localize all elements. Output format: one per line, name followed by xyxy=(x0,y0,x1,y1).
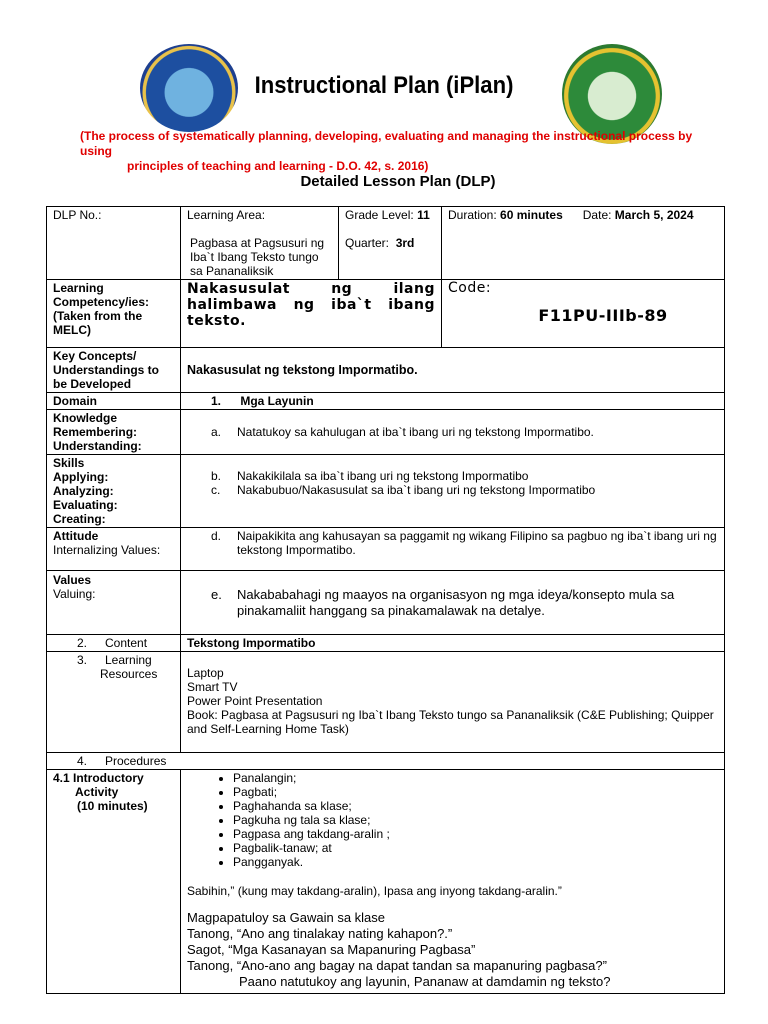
duration-date-cell xyxy=(442,207,725,280)
header-row xyxy=(47,207,725,280)
intro-instruction: Sabihin,” (kung may takdang-aralin), Ipasa ang inyong takdang-aralin.” xyxy=(187,884,562,898)
grade-quarter-cell xyxy=(339,207,442,280)
dialogue-line: Sagot, “Mga Kasanayan sa Mapanuring Pagbasa” xyxy=(187,942,476,957)
skill-item: c. Nakabubuo/Nakasusulat sa iba`t ibang uri ng tekstong Impormatibo xyxy=(211,483,596,497)
list-item: • Pagbalik-tanaw; at xyxy=(233,841,718,855)
intro-cell xyxy=(181,770,725,994)
date-value: March 5, 2024 xyxy=(614,208,694,222)
list-item: • Pagpasa ang takdang-aralin ; xyxy=(233,827,718,841)
subtitle xyxy=(80,129,720,174)
dialogue-line: Tanong, “Ano ang tinalakay nating kahapon?.” xyxy=(187,926,453,941)
list-item: • Pangganyak. xyxy=(233,855,718,869)
resources-row xyxy=(47,652,725,753)
domain-number: 1. xyxy=(211,394,222,408)
domain-cell xyxy=(181,393,725,410)
skills-cell xyxy=(181,455,725,528)
competency-cell xyxy=(181,280,442,348)
dialogue-line: Tanong, “Ano-ano ang bagay na dapat tandan sa mapanuring pagbasa?” xyxy=(187,958,607,973)
values-text: Nakababahagi ng maayos na organisasyon ng mga ideya/konsepto mula sa pinakamaliit hanggang sa pinakamalawak na detalye. xyxy=(237,586,675,618)
values-cell xyxy=(181,571,725,635)
content-text: Tekstong Impormatibo xyxy=(181,635,725,652)
quarter-label: Quarter: xyxy=(345,236,390,250)
list-item: • Pagbati; xyxy=(233,785,718,799)
learning-area-value: Pagbasa at Pagsusuri ng Iba`t Ibang Teksto tungo sa Pananaliksik xyxy=(190,236,325,278)
learning-area-cell xyxy=(181,207,339,280)
code-value: F11PU-IIIb-89 xyxy=(538,306,668,325)
duration-label: Duration: xyxy=(448,208,497,222)
learning-area-label: Learning Area: xyxy=(187,208,266,222)
domain-text: Mga Layunin xyxy=(240,394,314,408)
list-item: • Paghahanda sa klase; xyxy=(233,799,718,813)
grade-label: Grade Level: xyxy=(345,208,414,222)
attitude-row xyxy=(47,528,725,571)
content-label: 2. Content xyxy=(47,635,181,652)
procedures-row xyxy=(47,753,725,770)
dialogue-line: Paano natutukoy ang layunin, Pananaw at damdamin ng teksto? xyxy=(239,974,611,989)
skill-item: b. Nakakikilala sa iba`t ibang uri ng tekstong Impormatibo xyxy=(211,469,529,483)
content-row xyxy=(47,635,725,652)
skills-row xyxy=(47,455,725,528)
competency-row xyxy=(47,280,725,348)
domain-label: Domain xyxy=(47,393,181,410)
key-concepts-cell xyxy=(181,348,725,393)
dialogue-line: Magpapatuloy sa Gawain sa klase xyxy=(187,910,386,925)
resource-item: Smart TV xyxy=(187,680,238,694)
date-label: Date: xyxy=(582,208,612,222)
key-concepts-label: Key Concepts/ Understandings to be Developed xyxy=(47,348,181,393)
knowledge-text: Natatukoy sa kahulugan at iba`t ibang uri ng tekstong Impormatibo. xyxy=(237,425,594,439)
dlp-no-label: DLP No.: xyxy=(53,208,102,222)
resource-item: Power Point Presentation xyxy=(187,694,323,708)
resource-item: Laptop xyxy=(187,666,224,680)
attitude-label: Attitude Internalizing Values: xyxy=(47,528,181,571)
duration-value: 60 minutes xyxy=(500,208,563,222)
dlp-no-cell xyxy=(47,207,181,280)
quarter-value: 3rd xyxy=(395,236,415,250)
list-item: • Panalangin; xyxy=(233,771,718,785)
resources-cell xyxy=(181,652,725,753)
dlp-heading: Detailed Lesson Plan (DLP) xyxy=(300,173,496,190)
knowledge-cell xyxy=(181,410,725,455)
knowledge-marker: a. xyxy=(211,425,222,439)
key-concepts-text: Nakasusulat ng tekstong Impormatibo. xyxy=(187,363,418,377)
knowledge-label: Knowledge Remembering: Understanding: xyxy=(47,410,181,455)
procedures-label: 4. Procedures xyxy=(47,753,725,770)
knowledge-row xyxy=(47,410,725,455)
resources-label: 3. Learning Resources xyxy=(47,652,181,753)
domain-row xyxy=(47,393,725,410)
grade-value: 11 xyxy=(417,208,430,222)
page-title: Instructional Plan (iPlan) xyxy=(254,72,514,99)
list-item: • Pagkuha ng tala sa klase; xyxy=(233,813,718,827)
code-cell xyxy=(442,280,725,348)
values-row xyxy=(47,571,725,635)
lesson-plan-table xyxy=(46,206,725,994)
attitude-marker: d. xyxy=(211,529,222,543)
resource-item: Book: Pagbasa at Pagsusuri ng Iba`t Ibang Teksto tungo sa Pananaliksik (C&E Publishing; Quipper and Self-Learning Home Task) xyxy=(187,708,714,736)
attitude-cell xyxy=(181,528,725,571)
attitude-text: Naipakikita ang kahusayan sa paggamit ng wikang Filipino sa pagbuo ng iba`t ibang uri ng tekstong Impormatibo. xyxy=(237,529,717,557)
subtitle-line-2: principles of teaching and learning - D.O. 42, s. 2016) xyxy=(127,159,429,173)
key-concepts-row xyxy=(47,348,725,393)
intro-label: 4.1 Introductory Activity (10 minutes) xyxy=(47,770,181,994)
values-label: Values Valuing: xyxy=(47,571,181,635)
skills-label: Skills Applying: Analyzing: Evaluating: Creating: xyxy=(47,455,181,528)
intro-bullet-list xyxy=(187,771,718,869)
intro-activity-row xyxy=(47,770,725,994)
code-label: Code: xyxy=(448,280,492,296)
subtitle-line-1: (The process of systematically planning, developing, evaluating and managing the instructional process by using xyxy=(80,129,693,158)
competency-label: Learning Competency/ies: (Taken from the MELC) xyxy=(47,280,181,348)
competency-text: Nakasusulat ng ilang halimbawa ng iba`t ibang teksto. xyxy=(187,281,435,329)
values-marker: e. xyxy=(211,586,222,602)
